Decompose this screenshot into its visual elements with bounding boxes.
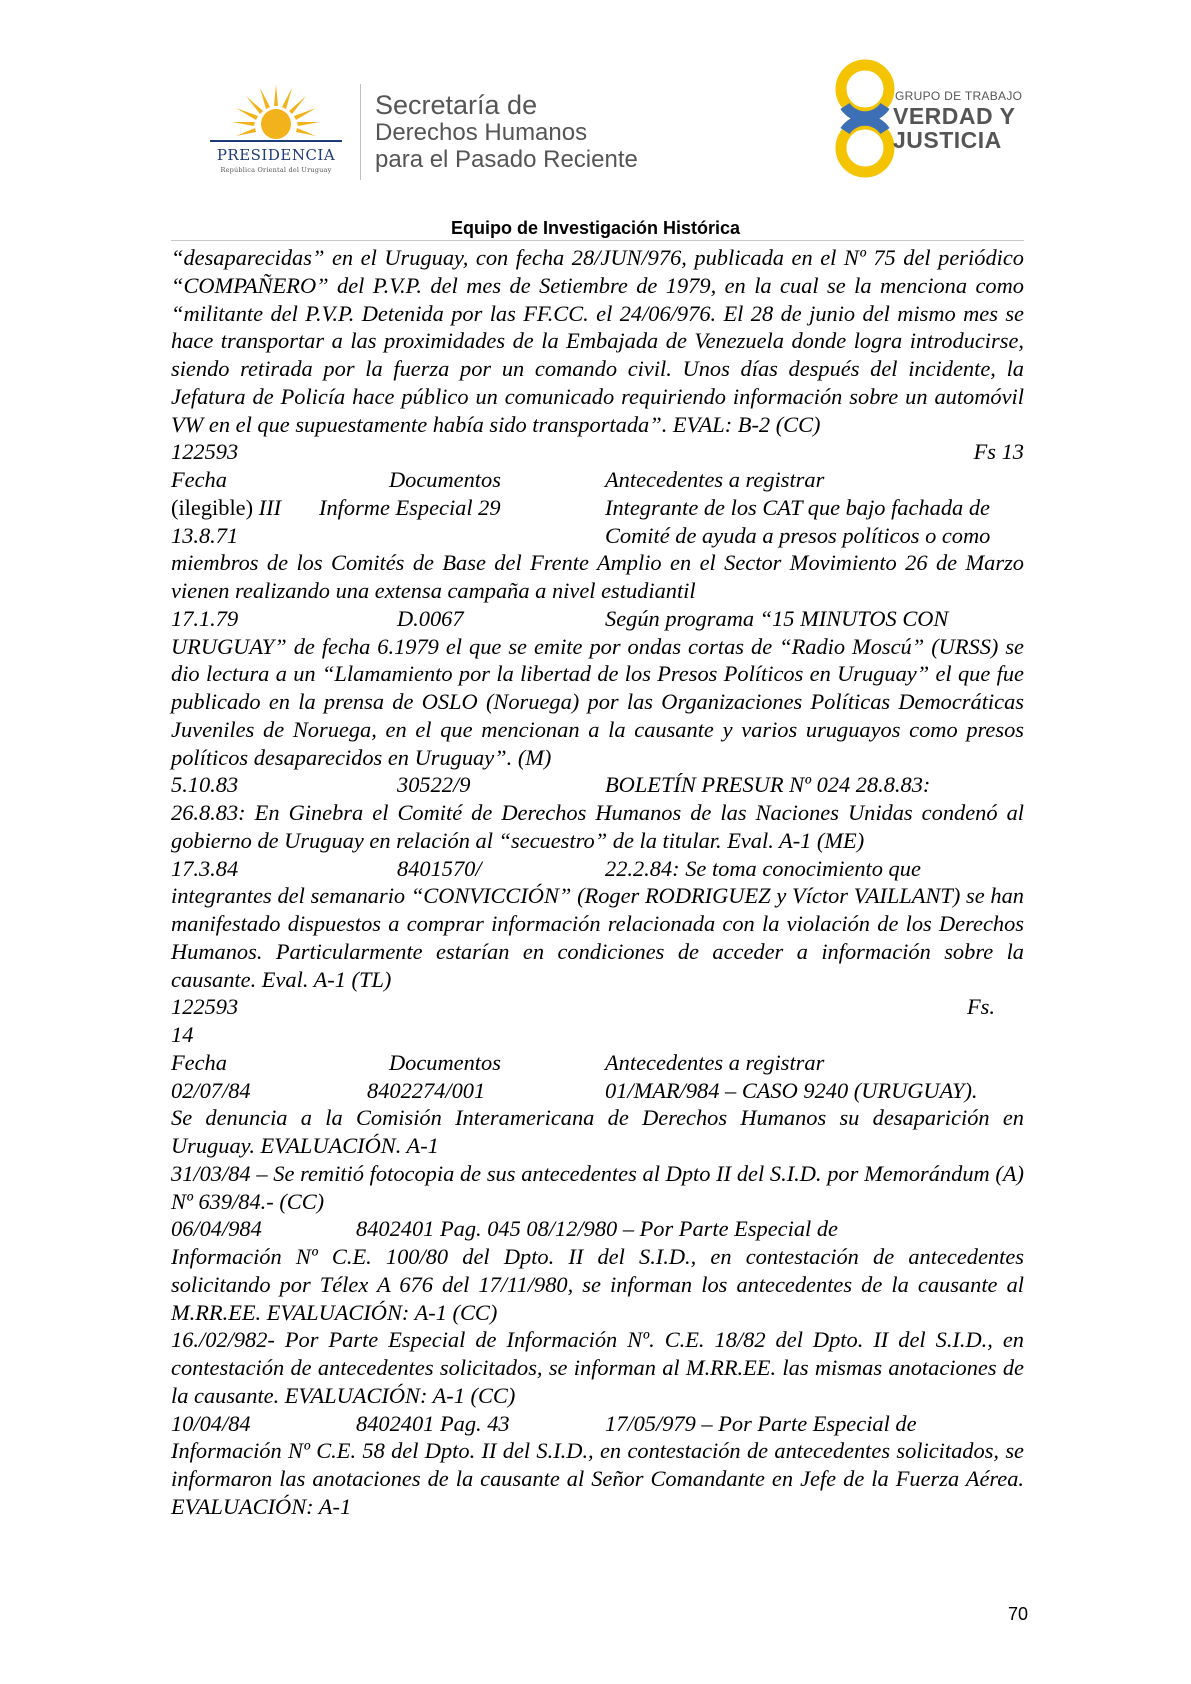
document-cell: 8402274/001 <box>367 1077 486 1103</box>
fecha-cell: 13.8.71 <box>171 522 239 548</box>
paragraph: Información Nº C.E. 100/80 del Dpto. II del S.I.D., en contestación de antecedentes solicitando por Télex A 676 del 17/11/980, se informan los antecedentes de la causante al M.RR.EE. EVALUACIÓN: A-1 (CC) <box>171 1244 1024 1325</box>
table-row <box>171 1410 1024 1438</box>
grupo-line-1: VERDAD Y <box>893 103 1016 129</box>
folio-label: Fs. <box>967 994 995 1020</box>
fecha-cell: 17.3.84 <box>171 855 239 881</box>
table-header-row <box>171 466 1024 494</box>
paragraph: URUGUAY” de fecha 6.1979 el que se emite por ondas cortas de “Radio Moscú” (URSS) se dio lectura a un “Llamamiento por la libertad de los Presos Políticos en Uruguay” el que fue publicado en la prensa de OSLO (Noruega) por las Organizaciones Políticas Democráticas Juveniles de Noruega, en el que mencionan a la causante y varios uruguayos como presos políticos desaparecidos en Uruguay”. (M) <box>171 633 1024 770</box>
presidencia-subtitle: República Oriental del Uruguay <box>220 166 332 174</box>
reference-row <box>171 993 1024 1021</box>
table-row <box>171 1215 1024 1243</box>
secretaria-line-2: Derechos Humanos <box>375 119 588 146</box>
reference-number: 122593 <box>171 994 239 1020</box>
fecha-cell: 06/04/984 <box>171 1216 262 1242</box>
document-cell: 8402401 Pag. 43 <box>356 1410 510 1436</box>
document-cell: 8402401 Pag. 045 08/12/980 – Por Parte Especial de <box>356 1216 838 1242</box>
secretaria-line-1: Secretaría de <box>375 90 538 120</box>
column-header-antecedentes: Antecedentes a registrar <box>605 467 825 492</box>
reference-number: 122593 <box>171 439 239 465</box>
document-cell: 30522/9 <box>397 772 471 798</box>
grupo-line-2: JUSTICIA <box>893 127 1002 153</box>
antecedent-cell: BOLETÍN PRESUR Nº 024 28.8.83: <box>605 772 931 798</box>
column-header-fecha: Fecha <box>171 1049 227 1075</box>
team-title: Equipo de Investigación Histórica <box>450 218 741 238</box>
grupo-small-label: GRUPO DE TRABAJO <box>895 89 1023 103</box>
secretaria-line-3: para el Pasado Reciente <box>375 146 638 173</box>
header-divider <box>360 84 361 180</box>
paragraph: Se denuncia a la Comisión Interamericana de Derechos Humanos su desaparición en Uruguay. EVALUACIÓN. A-1 <box>171 1105 1024 1158</box>
fecha-ilegible: (ilegible) <box>171 494 259 520</box>
paragraph: integrantes del semanario “CONVICCIÓN” (Roger RODRIGUEZ y Víctor VAILLANT) se han manifestado dispuestos a comprar información relacionada con la violación de los Derechos Humanos. Particularmente estarían en condiciones de acceder a información sobre la causante. Eval. A-1 (TL) <box>171 883 1024 992</box>
table-row <box>171 605 1024 633</box>
table-row <box>171 494 1024 522</box>
table-header-row <box>171 1049 1024 1077</box>
document-cell: Informe Especial 29 <box>319 494 501 520</box>
antecedent-cell: Comité de ayuda a presos políticos o como <box>605 522 991 548</box>
fecha-cell: III <box>258 494 282 520</box>
folio-label: Fs 13 <box>973 439 1024 465</box>
fecha-cell: 17.1.79 <box>171 605 239 631</box>
document-cell: 8401570/ <box>397 855 482 881</box>
page-number: 70 <box>1008 1604 1029 1624</box>
reference-row <box>171 1021 1024 1049</box>
folio-number: 14 <box>171 1022 194 1047</box>
paragraph: “desaparecidas” en el Uruguay, con fecha 28/JUN/976, publicada en el Nº 75 del periódico “COMPAÑERO” del P.V.P. del mes de Setiembre de 1979, en la cual se la menciona como “militante del P.V.P. Detenida por las FF.CC. el 24/06/976. El 28 de junio del mismo mes se hace transportar a las proximidades de la Embajada de Venezuela donde logra introducirse, siendo retirada por la fuerza por un comando civil. Unos días después del incidente, la Jefatura de Policía hace público un comunicado requiriendo información sobre un automóvil VW en el que supuestamente había sido transportada”. EVAL: B-2 (CC) <box>171 245 1024 437</box>
antecedent-cell: Integrante de los CAT que bajo fachada de <box>605 494 990 520</box>
paragraph: 16./02/982- Por Parte Especial de Información Nº. C.E. 18/82 del Dpto. II del S.I.D., en contestación de antecedentes solicitados, se informan al M.RR.EE. las mismas anotaciones de la causante. EVALUACIÓN: A-1 (CC) <box>171 1327 1024 1408</box>
antecedent-cell: 17/05/979 – Por Parte Especial de <box>605 1410 917 1436</box>
reference-row <box>171 438 1024 466</box>
paragraph: miembros de los Comités de Base del Frente Amplio en el Sector Movimiento 26 de Marzo vienen realizando una extensa campaña a nivel estudiantil <box>171 550 1024 603</box>
document-cell: D.0067 <box>397 605 464 631</box>
fecha-cell: 5.10.83 <box>171 772 239 798</box>
table-row <box>171 771 1024 799</box>
column-header-documentos: Documentos <box>389 1049 501 1075</box>
paragraph: 31/03/84 – Se remitió fotocopia de sus antecedentes al Dpto II del S.I.D. por Memorándum (A) Nº 639/84.- (CC) <box>171 1160 1024 1214</box>
header-rule <box>171 240 1024 241</box>
column-header-fecha: Fecha <box>171 467 227 492</box>
paragraph: 26.8.83: En Ginebra el Comité de Derechos Humanos de las Naciones Unidas condenó al gobierno de Uruguay en relación al “secuestro” de la titular. Eval. A-1 (ME) <box>171 800 1024 853</box>
table-row <box>171 855 1024 883</box>
antecedent-cell: 01/MAR/984 – CASO 9240 (URUGUAY). <box>605 1077 978 1103</box>
antecedent-cell: 22.2.84: Se toma conocimiento que <box>605 855 921 881</box>
column-header-antecedentes: Antecedentes a registrar <box>605 1049 825 1075</box>
fecha-cell: 02/07/84 <box>171 1077 251 1103</box>
paragraph: Información Nº C.E. 58 del Dpto. II del S.I.D., en contestación de antecedentes solicitados, se informaron las anotaciones de la causante al Señor Comandante en Jefe de la Fuerza Aérea. EVALUACIÓN: A-1 <box>171 1438 1024 1519</box>
fecha-cell: 10/04/84 <box>171 1410 251 1436</box>
column-header-documentos: Documentos <box>389 467 501 492</box>
secretaria-title <box>375 92 638 173</box>
presidencia-label: PRESIDENCIA <box>216 146 336 164</box>
table-row <box>171 522 1024 550</box>
document-body <box>171 244 1024 1521</box>
antecedent-cell: Según programa “15 MINUTOS CON <box>605 605 949 631</box>
table-row <box>171 1077 1024 1105</box>
